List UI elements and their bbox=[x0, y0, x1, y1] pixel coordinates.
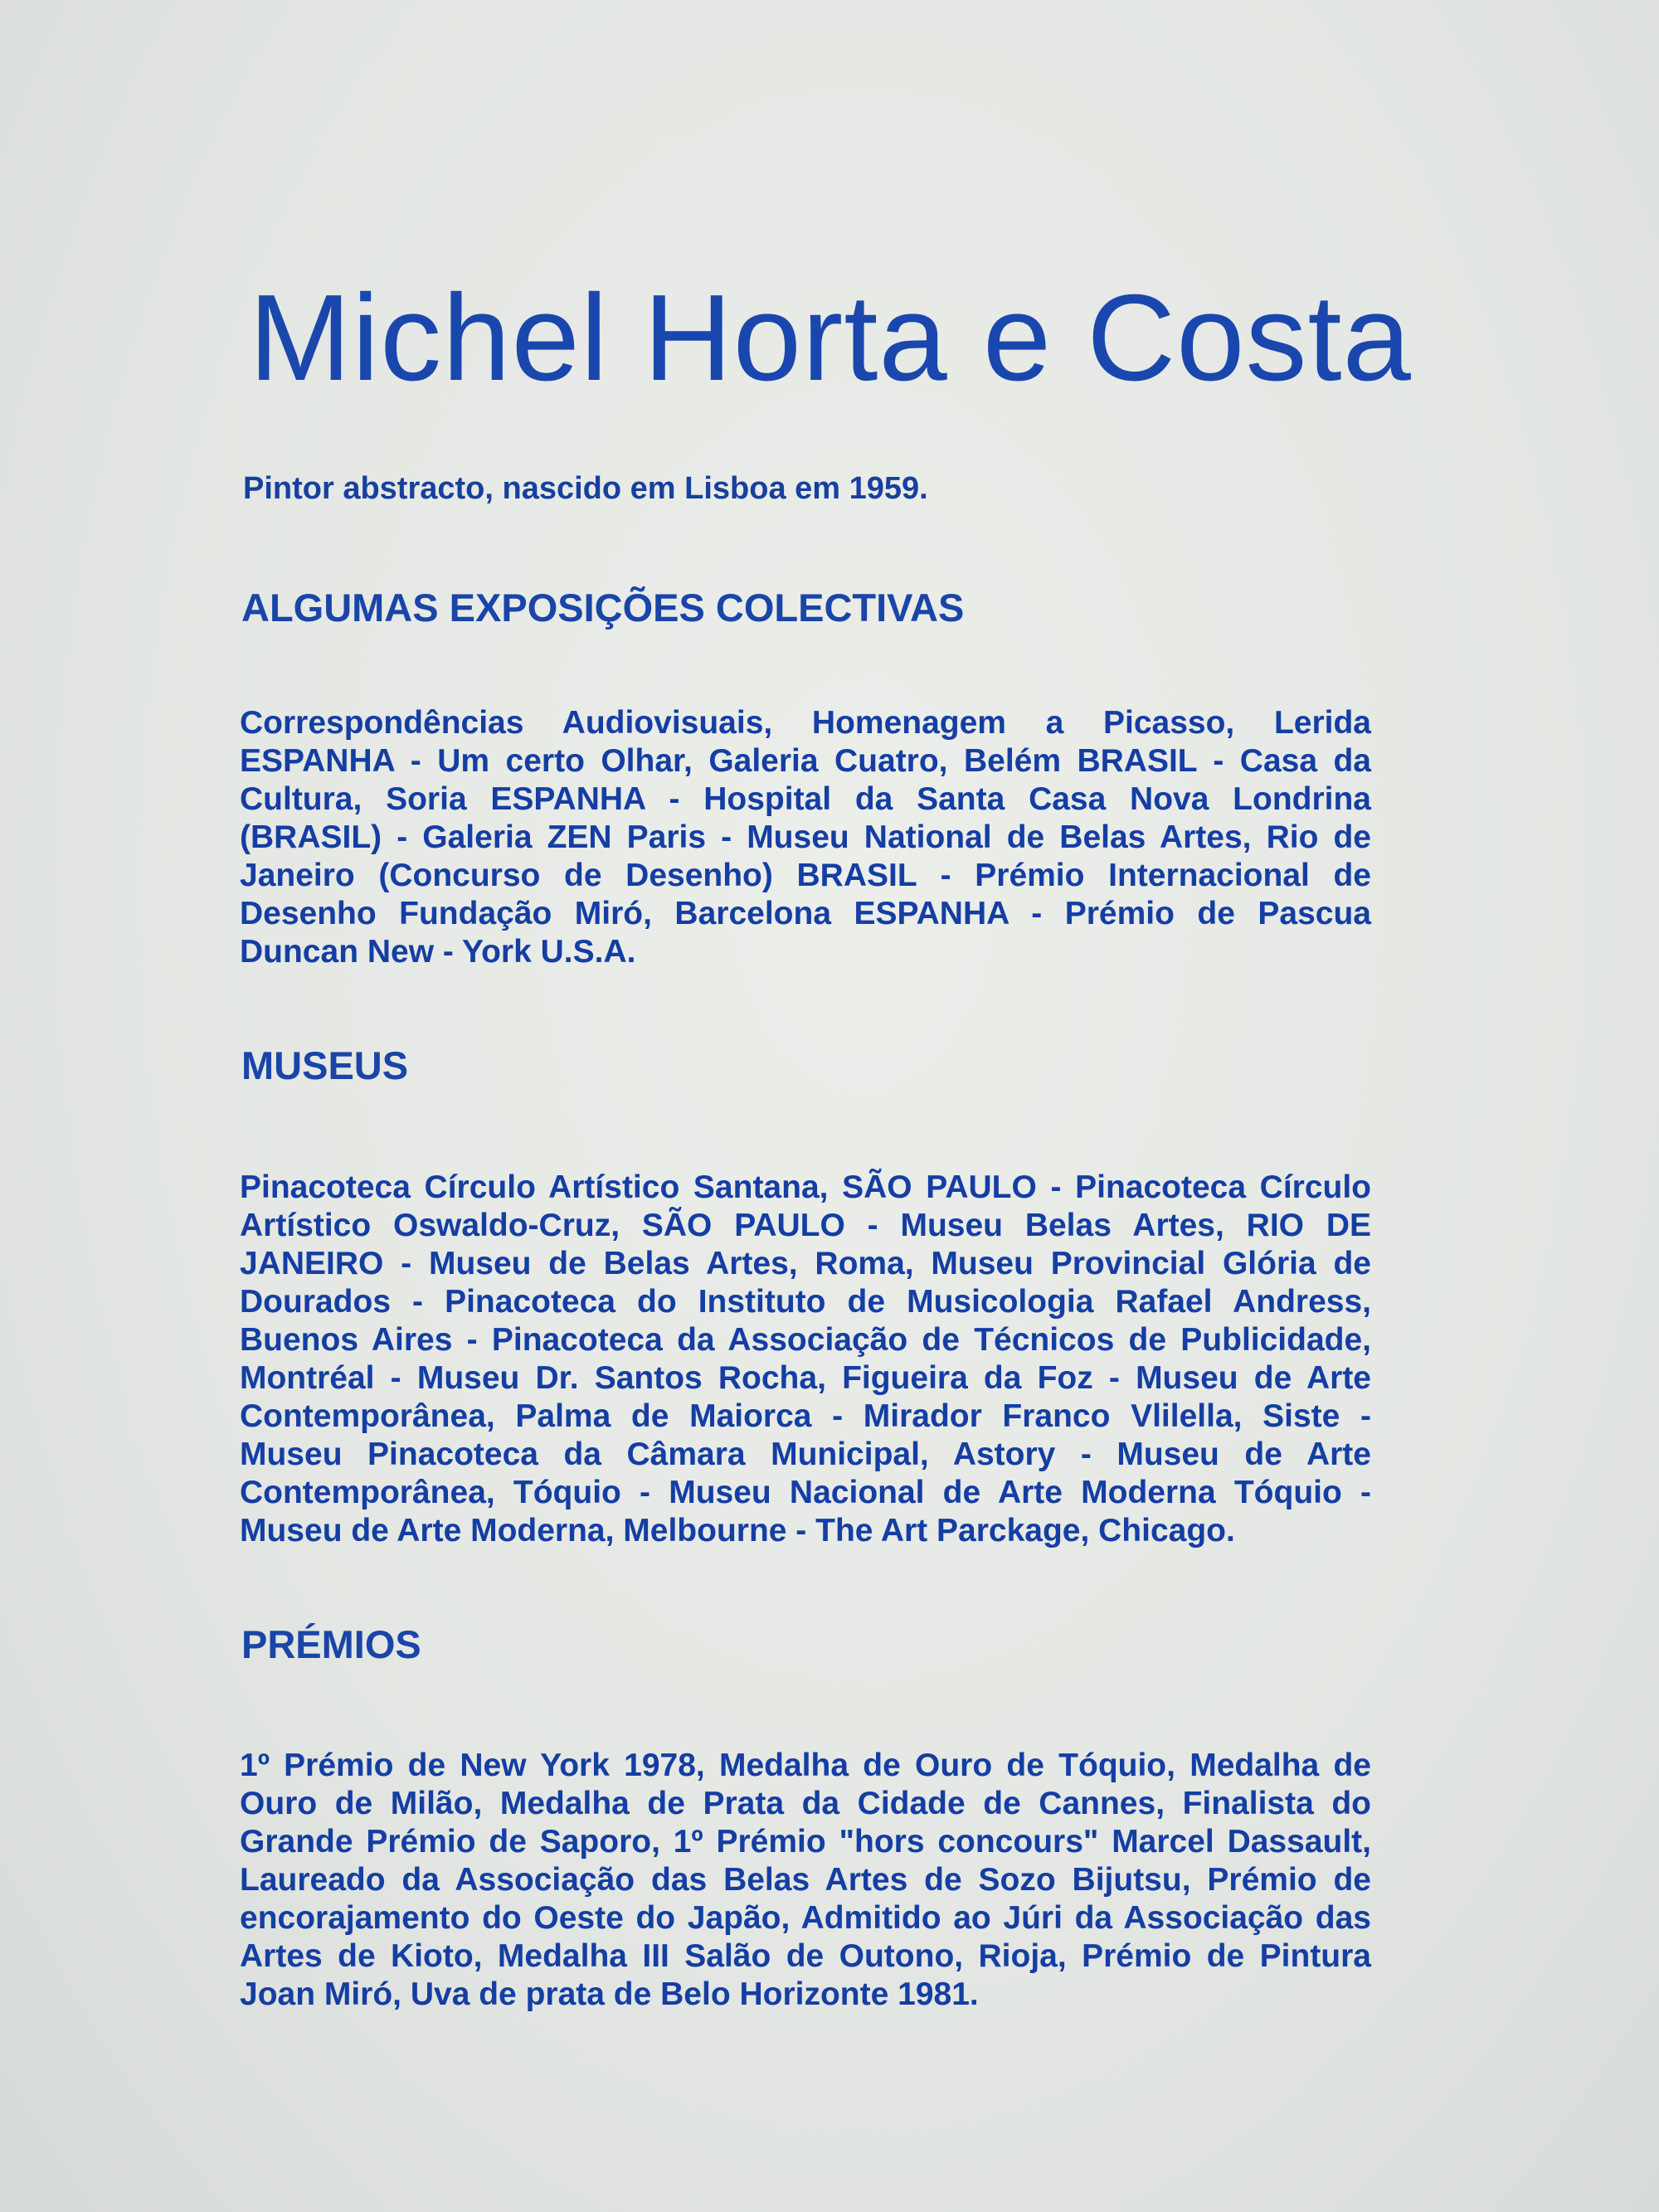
section-heading-awards: PRÉMIOS bbox=[241, 1621, 421, 1666]
page-title: Michel Horta e Costa bbox=[249, 270, 1412, 406]
exhibitions-text: Correspondências Audiovisuais, Homenagem a Picasso, Lerida ESPANHA - Um certo Olhar, Galeria Cuatro, Belém BRASIL - Casa da Cultura, Soria ESPANHA - Hospital da Santa Casa Nova Londrina (BRASIL) - Galeria ZEN Paris - Museu National de Belas Artes, Rio de Janeiro (Concurso de Desenho) BRASIL - Prémio Internacional de Desenho Fundação Miró, Barcelona ESPANHA - Prémio de Pascua Duncan New - York U.S.A. bbox=[240, 705, 1371, 970]
page-content bbox=[235, 270, 1412, 2014]
section-heading-museums: MUSEUS bbox=[241, 1043, 409, 1088]
artist-summary: Pintor abstracto, nascido em Lisboa em 1959. bbox=[243, 471, 928, 507]
awards-text: 1º Prémio de New York 1978, Medalha de Ouro de Tóquio, Medalha de Ouro de Milão, Medalha de Prata da Cidade de Cannes, Finalista do Grande Prémio de Saporo, 1º Prémio "hors concours" Marcel Dassault, Laureado da Associação das Belas Artes de Sozo Bijutsu, Prémio de encorajamento do Oeste do Japão, Admitido ao Júri da Associação das Artes de Kioto, Medalha III Salão de Outono, Rioja, Prémio de Pintura Joan Miró, Uva de prata de Belo Horizonte 1981. bbox=[240, 1748, 1371, 2013]
section-heading-exhibitions: ALGUMAS EXPOSIÇÕES COLECTIVAS bbox=[241, 585, 965, 630]
museums-text: Pinacoteca Círculo Artístico Santana, SÃO PAULO - Pinacoteca Círculo Artístico Oswaldo-Cruz, SÃO PAULO - Museu Belas Artes, RIO DE JANEIRO - Museu de Belas Artes, Roma, Museu Provincial Glória de Dourados - Pinacoteca do Instituto de Musicologia Rafael Andress, Buenos Aires - Pinacoteca da Associação de Técnicos de Publicidade, Montréal - Museu Dr. Santos Rocha, Figueira da Foz - Museu de Arte Contemporânea, Palma de Maiorca - Mirador Franco Vlilella, Siste - Museu Pinacoteca da Câmara Municipal, Astory - Museu de Arte Contemporânea, Tóquio - Museu Nacional de Arte Moderna Tóquio - Museu de Arte Moderna, Melbourne - The Art Parckage, Chicago. bbox=[240, 1169, 1371, 1548]
